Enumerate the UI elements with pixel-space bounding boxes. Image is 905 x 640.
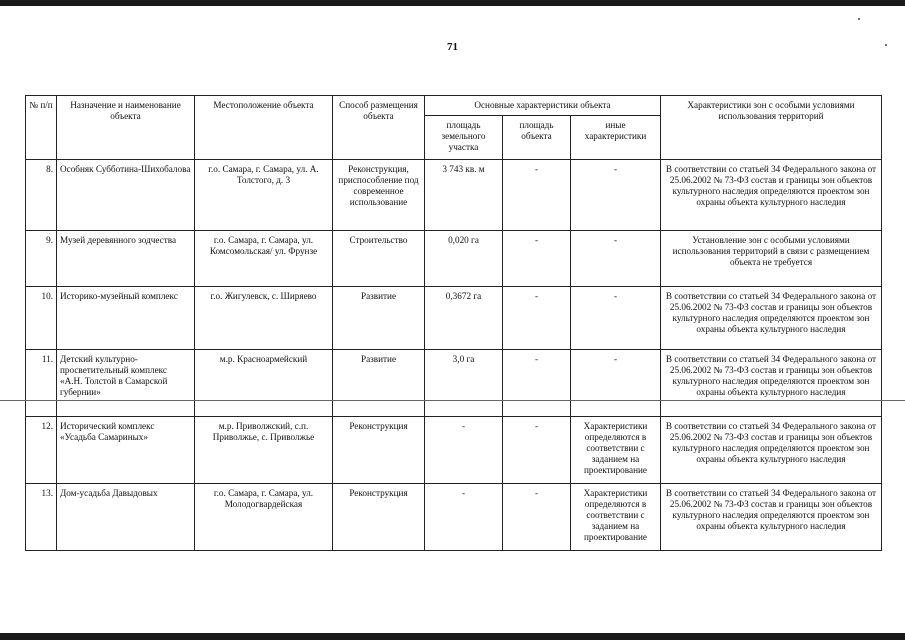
row-other: - xyxy=(571,287,661,350)
row-num: 13. xyxy=(26,484,57,551)
row-num: 8. xyxy=(26,160,57,231)
row-name: Особняк Субботина-Шихобалова xyxy=(57,160,195,231)
row-object-area: - xyxy=(503,231,571,287)
row-location: г.о. Жигулевск, с. Ширяево xyxy=(195,287,333,350)
header-location: Местоположение объекта xyxy=(195,96,333,160)
row-land-area: 0,020 га xyxy=(425,231,503,287)
row-location: м.р. Приволжский, с.п. Приволжье, с. Приволжье xyxy=(195,417,333,484)
row-method: Развитие xyxy=(333,350,425,417)
header-name: Назначение и наименование объекта xyxy=(57,96,195,160)
row-name: Дом-усадьба Давыдовых xyxy=(57,484,195,551)
row-method: Реконструкция, приспособление под современное использование xyxy=(333,160,425,231)
row-other: - xyxy=(571,350,661,417)
row-land-area: - xyxy=(425,484,503,551)
row-num: 11. xyxy=(26,350,57,417)
row-method: Реконструкция xyxy=(333,484,425,551)
row-num: 9. xyxy=(26,231,57,287)
row-object-area: - xyxy=(503,160,571,231)
row-other: - xyxy=(571,231,661,287)
row-zones: В соответствии со статьей 34 Федерального закона от 25.06.2002 № 73-ФЗ состав и границы зон объектов культурного наследия определяются проектом зон охраны объекта культурного наследия xyxy=(661,417,882,484)
row-land-area: 3 743 кв. м xyxy=(425,160,503,231)
table-row xyxy=(26,484,882,551)
row-location: г.о. Самара, г. Самара, ул. Молодогвардейская xyxy=(195,484,333,551)
objects-table xyxy=(25,95,882,551)
row-zones: В соответствии со статьей 34 Федерального закона от 25.06.2002 № 73-ФЗ состав и границы зон объектов культурного наследия определяются проектом зон охраны объекта культурного наследия xyxy=(661,484,882,551)
table-row xyxy=(26,417,882,484)
header-other: иные характеристики xyxy=(571,116,661,160)
row-other: - xyxy=(571,160,661,231)
row-location: м.р. Красноармейский xyxy=(195,350,333,417)
row-name: Детский культурно-просветительный комплекс «А.Н. Толстой в Самарской губернии» xyxy=(57,350,195,417)
row-name: Историко-музейный комплекс xyxy=(57,287,195,350)
header-main-characteristics: Основные характеристики объекта xyxy=(425,96,661,116)
row-object-area: - xyxy=(503,484,571,551)
table-row xyxy=(26,350,882,417)
row-zones: В соответствии со статьей 34 Федерального закона от 25.06.2002 № 73-ФЗ состав и границы зон объектов культурного наследия определяются проектом зон охраны объекта культурного наследия xyxy=(661,160,882,231)
row-name: Исторический комплекс «Усадьба Самариных» xyxy=(57,417,195,484)
header-num: № п/п xyxy=(26,96,57,160)
row-location: г.о. Самара, г. Самара, ул. А. Толстого, д. 3 xyxy=(195,160,333,231)
scan-bottom-border xyxy=(0,633,905,640)
table-row xyxy=(26,287,882,350)
table-row xyxy=(26,231,882,287)
row-object-area: - xyxy=(503,287,571,350)
row-object-area: - xyxy=(503,350,571,417)
scan-artifact-line xyxy=(0,400,905,401)
row-land-area: 0,3672 га xyxy=(425,287,503,350)
header-zones: Характеристики зон с особыми условиями использования территорий xyxy=(661,96,882,160)
table-row xyxy=(26,160,882,231)
row-location: г.о. Самара, г. Самара, ул. Комсомольская/ ул. Фрунзе xyxy=(195,231,333,287)
row-zones: В соответствии со статьей 34 Федерального закона от 25.06.2002 № 73-ФЗ состав и границы зон объектов культурного наследия определяются проектом зон охраны объекта культурного наследия xyxy=(661,287,882,350)
row-num: 12. xyxy=(26,417,57,484)
header-land-area: площадь земельного участка xyxy=(425,116,503,160)
row-land-area: - xyxy=(425,417,503,484)
scan-top-border xyxy=(0,0,905,6)
page-number: 71 xyxy=(447,41,458,53)
scan-speck xyxy=(858,18,860,20)
row-method: Строительство xyxy=(333,231,425,287)
row-object-area: - xyxy=(503,417,571,484)
row-name: Музей деревянного зодчества xyxy=(57,231,195,287)
header-object-area: площадь объекта xyxy=(503,116,571,160)
row-num: 10. xyxy=(26,287,57,350)
row-other: Характеристики определяются в соответствии с заданием на проектирование xyxy=(571,417,661,484)
row-method: Развитие xyxy=(333,287,425,350)
row-zones: Установление зон с особыми условиями использования территорий в связи с размещением объекта не требуется xyxy=(661,231,882,287)
row-other: Характеристики определяются в соответствии с заданием на проектирование xyxy=(571,484,661,551)
row-zones: В соответствии со статьей 34 Федерального закона от 25.06.2002 № 73-ФЗ состав и границы зон объектов культурного наследия определяются проектом зон охраны объекта культурного наследия xyxy=(661,350,882,417)
header-method: Способ размещения объекта xyxy=(333,96,425,160)
row-land-area: 3,0 га xyxy=(425,350,503,417)
row-method: Реконструкция xyxy=(333,417,425,484)
header-row xyxy=(26,96,882,116)
